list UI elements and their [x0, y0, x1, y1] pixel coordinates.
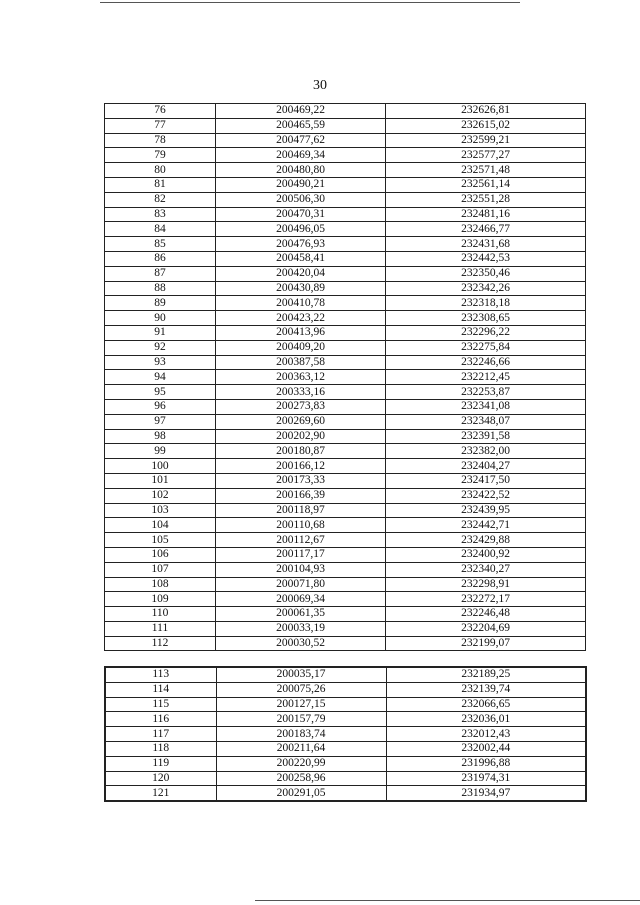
table-row	[105, 727, 586, 742]
table-row	[105, 163, 586, 178]
point-number-cell: 84	[105, 222, 216, 237]
table-row	[105, 488, 586, 503]
y-coordinate-cell: 232308,65	[386, 311, 586, 326]
y-coordinate-cell: 232382,00	[386, 444, 586, 459]
table-row	[105, 562, 586, 577]
point-number-cell: 110	[105, 607, 216, 622]
table-row	[105, 177, 586, 192]
table-row	[105, 399, 586, 414]
table-row	[105, 311, 586, 326]
table-row	[105, 133, 586, 148]
x-coordinate-cell: 200258,96	[216, 771, 386, 786]
table-row	[105, 429, 586, 444]
point-number-cell: 99	[105, 444, 216, 459]
y-coordinate-cell: 232212,45	[386, 370, 586, 385]
y-coordinate-cell: 232551,28	[386, 192, 586, 207]
table-row	[105, 296, 586, 311]
y-coordinate-cell: 232577,27	[386, 148, 586, 163]
y-coordinate-cell: 232342,26	[386, 281, 586, 296]
x-coordinate-cell: 200273,83	[216, 399, 386, 414]
x-coordinate-cell: 200075,26	[216, 682, 386, 697]
y-coordinate-cell: 232442,71	[386, 518, 586, 533]
point-number-cell: 98	[105, 429, 216, 444]
x-coordinate-cell: 200476,93	[216, 237, 386, 252]
scan-edge-bottom	[255, 900, 640, 901]
table-row	[105, 756, 586, 771]
table-row	[105, 251, 586, 266]
y-coordinate-cell: 232139,74	[386, 682, 586, 697]
y-coordinate-cell: 232298,91	[386, 577, 586, 592]
point-number-cell: 102	[105, 488, 216, 503]
y-coordinate-cell: 232417,50	[386, 473, 586, 488]
y-coordinate-cell: 232204,69	[386, 621, 586, 636]
x-coordinate-cell: 200269,60	[216, 414, 386, 429]
y-coordinate-cell: 232422,52	[386, 488, 586, 503]
x-coordinate-cell: 200363,12	[216, 370, 386, 385]
x-coordinate-cell: 200117,17	[216, 547, 386, 562]
y-coordinate-cell: 232571,48	[386, 163, 586, 178]
x-coordinate-cell: 200480,80	[216, 163, 386, 178]
table-row	[105, 104, 586, 119]
y-coordinate-cell: 232404,27	[386, 459, 586, 474]
x-coordinate-cell: 200420,04	[216, 266, 386, 281]
x-coordinate-cell: 200030,52	[216, 636, 386, 651]
x-coordinate-cell: 200183,74	[216, 727, 386, 742]
x-coordinate-cell: 200423,22	[216, 311, 386, 326]
y-coordinate-cell: 232431,68	[386, 237, 586, 252]
table-row	[105, 207, 586, 222]
y-coordinate-cell: 232253,87	[386, 385, 586, 400]
y-coordinate-cell: 232348,07	[386, 414, 586, 429]
point-number-cell: 86	[105, 251, 216, 266]
y-coordinate-cell: 231934,97	[386, 786, 586, 801]
y-coordinate-cell: 232350,46	[386, 266, 586, 281]
point-number-cell: 116	[105, 712, 216, 727]
x-coordinate-cell: 200180,87	[216, 444, 386, 459]
x-coordinate-cell: 200333,16	[216, 385, 386, 400]
x-coordinate-cell: 200071,80	[216, 577, 386, 592]
y-coordinate-cell: 232189,25	[386, 667, 586, 682]
y-coordinate-cell: 232002,44	[386, 741, 586, 756]
x-coordinate-cell: 200220,99	[216, 756, 386, 771]
point-number-cell: 117	[105, 727, 216, 742]
x-coordinate-cell: 200211,64	[216, 741, 386, 756]
x-coordinate-cell: 200470,31	[216, 207, 386, 222]
table-row	[105, 192, 586, 207]
table-row	[105, 148, 586, 163]
point-number-cell: 90	[105, 311, 216, 326]
x-coordinate-cell: 200112,67	[216, 533, 386, 548]
table-row	[105, 786, 586, 801]
table-row	[105, 697, 586, 712]
table-row	[105, 712, 586, 727]
x-coordinate-cell: 200387,58	[216, 355, 386, 370]
x-coordinate-cell: 200166,12	[216, 459, 386, 474]
point-number-cell: 80	[105, 163, 216, 178]
table-row	[105, 667, 586, 682]
x-coordinate-cell: 200069,34	[216, 592, 386, 607]
y-coordinate-cell: 232296,22	[386, 325, 586, 340]
point-number-cell: 100	[105, 459, 216, 474]
point-number-cell: 93	[105, 355, 216, 370]
y-coordinate-cell: 232439,95	[386, 503, 586, 518]
point-number-cell: 101	[105, 473, 216, 488]
y-coordinate-cell: 232466,77	[386, 222, 586, 237]
point-number-cell: 105	[105, 533, 216, 548]
x-coordinate-cell: 200118,97	[216, 503, 386, 518]
y-coordinate-cell: 232066,65	[386, 697, 586, 712]
y-coordinate-cell: 232341,08	[386, 399, 586, 414]
scan-edge-top	[100, 2, 520, 3]
y-coordinate-cell: 232036,01	[386, 712, 586, 727]
table-row	[105, 444, 586, 459]
x-coordinate-cell: 200410,78	[216, 296, 386, 311]
x-coordinate-cell: 200409,20	[216, 340, 386, 355]
table-row	[105, 385, 586, 400]
table-row	[105, 533, 586, 548]
y-coordinate-cell: 231974,31	[386, 771, 586, 786]
point-number-cell: 112	[105, 636, 216, 651]
x-coordinate-cell: 200477,62	[216, 133, 386, 148]
point-number-cell: 96	[105, 399, 216, 414]
table-row	[105, 682, 586, 697]
x-coordinate-cell: 200465,59	[216, 118, 386, 133]
x-coordinate-cell: 200496,05	[216, 222, 386, 237]
point-number-cell: 121	[105, 786, 216, 801]
point-number-cell: 92	[105, 340, 216, 355]
point-number-cell: 120	[105, 771, 216, 786]
table-row	[105, 266, 586, 281]
x-coordinate-cell: 200469,22	[216, 104, 386, 119]
table-row	[105, 741, 586, 756]
x-coordinate-cell: 200506,30	[216, 192, 386, 207]
point-number-cell: 94	[105, 370, 216, 385]
x-coordinate-cell: 200469,34	[216, 148, 386, 163]
point-number-cell: 79	[105, 148, 216, 163]
y-coordinate-cell: 232626,81	[386, 104, 586, 119]
point-number-cell: 106	[105, 547, 216, 562]
table-row	[105, 340, 586, 355]
table-row	[105, 355, 586, 370]
table-row	[105, 237, 586, 252]
y-coordinate-cell: 232391,58	[386, 429, 586, 444]
point-number-cell: 114	[105, 682, 216, 697]
point-number-cell: 104	[105, 518, 216, 533]
point-number-cell: 113	[105, 667, 216, 682]
point-number-cell: 85	[105, 237, 216, 252]
table-row	[105, 518, 586, 533]
x-coordinate-cell: 200413,96	[216, 325, 386, 340]
x-coordinate-cell: 200173,33	[216, 473, 386, 488]
x-coordinate-cell: 200157,79	[216, 712, 386, 727]
x-coordinate-cell: 200430,89	[216, 281, 386, 296]
y-coordinate-cell: 232199,07	[386, 636, 586, 651]
x-coordinate-cell: 200202,90	[216, 429, 386, 444]
table-row	[105, 473, 586, 488]
point-number-cell: 81	[105, 177, 216, 192]
point-number-cell: 95	[105, 385, 216, 400]
y-coordinate-cell: 232615,02	[386, 118, 586, 133]
point-number-cell: 103	[105, 503, 216, 518]
y-coordinate-cell: 232561,14	[386, 177, 586, 192]
y-coordinate-cell: 232318,18	[386, 296, 586, 311]
table-row	[105, 771, 586, 786]
point-number-cell: 107	[105, 562, 216, 577]
point-number-cell: 76	[105, 104, 216, 119]
y-coordinate-cell: 232442,53	[386, 251, 586, 266]
x-coordinate-cell: 200127,15	[216, 697, 386, 712]
point-number-cell: 108	[105, 577, 216, 592]
point-number-cell: 118	[105, 741, 216, 756]
table-row	[105, 621, 586, 636]
table-row	[105, 547, 586, 562]
x-coordinate-cell: 200035,17	[216, 667, 386, 682]
table-row	[105, 414, 586, 429]
point-number-cell: 97	[105, 414, 216, 429]
y-coordinate-cell: 232481,16	[386, 207, 586, 222]
point-number-cell: 88	[105, 281, 216, 296]
page-number: 30	[313, 78, 327, 93]
table-row	[105, 459, 586, 474]
coordinates-table-top	[104, 103, 586, 651]
point-number-cell: 77	[105, 118, 216, 133]
y-coordinate-cell: 232340,27	[386, 562, 586, 577]
table-row	[105, 281, 586, 296]
y-coordinate-cell: 232400,92	[386, 547, 586, 562]
x-coordinate-cell: 200291,05	[216, 786, 386, 801]
table-row	[105, 118, 586, 133]
table-row	[105, 222, 586, 237]
y-coordinate-cell: 232275,84	[386, 340, 586, 355]
point-number-cell: 83	[105, 207, 216, 222]
y-coordinate-cell: 232246,66	[386, 355, 586, 370]
point-number-cell: 89	[105, 296, 216, 311]
point-number-cell: 115	[105, 697, 216, 712]
x-coordinate-cell: 200110,68	[216, 518, 386, 533]
x-coordinate-cell: 200104,93	[216, 562, 386, 577]
y-coordinate-cell: 232429,88	[386, 533, 586, 548]
table-row	[105, 503, 586, 518]
y-coordinate-cell: 232599,21	[386, 133, 586, 148]
x-coordinate-cell: 200033,19	[216, 621, 386, 636]
point-number-cell: 111	[105, 621, 216, 636]
x-coordinate-cell: 200490,21	[216, 177, 386, 192]
point-number-cell: 109	[105, 592, 216, 607]
point-number-cell: 87	[105, 266, 216, 281]
coordinates-table-bottom	[104, 666, 587, 802]
y-coordinate-cell: 232272,17	[386, 592, 586, 607]
y-coordinate-cell: 232246,48	[386, 607, 586, 622]
table-row	[105, 592, 586, 607]
point-number-cell: 82	[105, 192, 216, 207]
y-coordinate-cell: 231996,88	[386, 756, 586, 771]
point-number-cell: 78	[105, 133, 216, 148]
y-coordinate-cell: 232012,43	[386, 727, 586, 742]
table-row	[105, 370, 586, 385]
table-row	[105, 607, 586, 622]
table-row	[105, 325, 586, 340]
table-row	[105, 577, 586, 592]
point-number-cell: 119	[105, 756, 216, 771]
table-row	[105, 636, 586, 651]
x-coordinate-cell: 200061,35	[216, 607, 386, 622]
x-coordinate-cell: 200166,39	[216, 488, 386, 503]
point-number-cell: 91	[105, 325, 216, 340]
x-coordinate-cell: 200458,41	[216, 251, 386, 266]
